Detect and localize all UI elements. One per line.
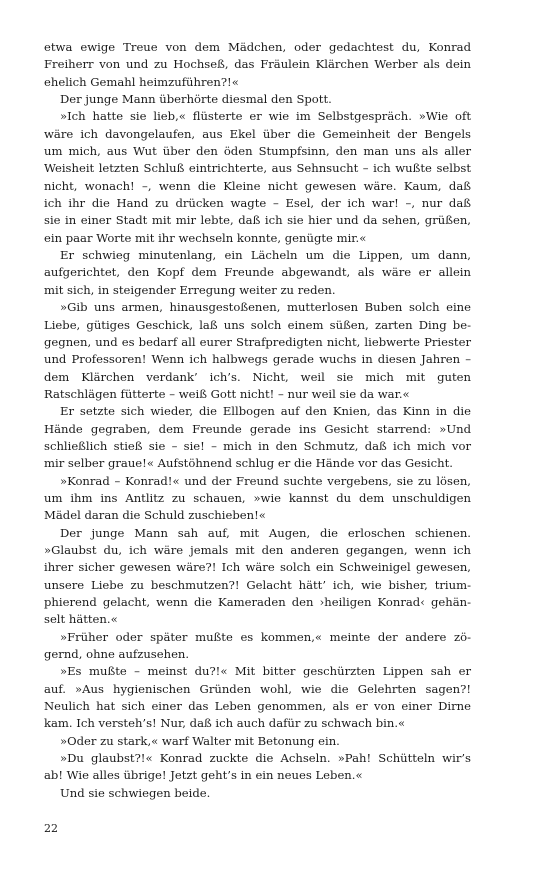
text-line: »Glaubst du, ich wäre jemals mit den anderen gegangen, wenn ich: [44, 542, 471, 557]
text-line: gernd, ohne aufzusehen.: [44, 647, 190, 662]
text-line: Weisheit letzten Schluß eintrichterte, aus Sehnsucht – ich wußte selbst: [44, 161, 471, 176]
text-line: »Du glaubst?!« Konrad zuckte die Achseln. »Pah! Schütteln wir’s: [60, 751, 471, 766]
page-body: [44, 39, 471, 802]
text-line: Er setzte sich wieder, die Ellbogen auf den Knien, das Kinn in die: [60, 404, 471, 419]
text-line: um mich, aus Wut über den öden Stumpfsinn, den man uns als aller: [44, 144, 471, 159]
text-line: unsere Liebe zu beschmutzen?! Gelacht hätt’ ich, wie bisher, trium-: [44, 577, 471, 592]
text-line: Der junge Mann sah auf, mit Augen, die erloschen schienen.: [60, 525, 471, 540]
text-line: dem Klärchen verdank’ ich’s. Nicht, weil sie mich mit guten: [44, 369, 471, 384]
text-line: schließlich stieß sie – sie! – mich in den Schmutz, daß ich mich vor: [44, 438, 471, 453]
text-line: phierend gelacht, wenn die Kameraden den ›heiligen Konrad‹ gehän-: [44, 595, 471, 609]
text-line: ehelich Gemahl heimzuführen?!«: [44, 74, 239, 89]
text-line: »Konrad – Konrad!« und der Freund suchte vergebens, sie zu lösen,: [60, 473, 471, 488]
text-line: wäre ich davongelaufen, aus Ekel über die Gemeinheit der Bengels: [44, 126, 471, 141]
text-line: ein paar Worte mit ihr wechseln konnte, genügte mir.«: [44, 230, 367, 245]
text-line: gegnen, und es bedarf all eurer Strafpredigten nicht, liebwerte Priester: [44, 334, 471, 349]
text-line: Freiherr von und zu Hochseß, das Fräulein Klärchen Werber als dein: [44, 57, 471, 72]
text-line: ab! Wie alles übrige! Jetzt geht’s in ein neues Leben.«: [44, 768, 363, 783]
text-line: »Ich hatte sie lieb,« flüsterte er wie im Selbstgespräch. »Wie oft: [60, 109, 471, 124]
text-line: aufgerichtet, den Kopf dem Freunde abgewandt, als wäre er allein: [44, 265, 471, 280]
text-line: Er schwieg minutenlang, ein Lächeln um die Lippen, um dann,: [60, 248, 471, 263]
text-line: Der junge Mann überhörte diesmal den Spott.: [60, 92, 332, 107]
text-line: Neulich hat sich einer das Leben genommen, als er von einer Dirne: [44, 699, 471, 714]
text-line: »Es mußte – meinst du?!« Mit bitter geschürzten Lippen sah er: [60, 664, 471, 679]
text-line: um ihm ins Antlitz zu schauen, »wie kannst du dem unschuldigen: [44, 490, 471, 505]
text-line: »Oder zu stark,« warf Walter mit Betonung ein.: [60, 733, 340, 748]
text-line: ihrer sicher gewesen wäre?! Ich wäre solch ein Schweinigel gewesen,: [44, 560, 471, 575]
text-line: und Professoren! Wenn ich halbwegs gerade wuchs in diesen Jahren –: [44, 352, 471, 367]
text-line: selt hätten.«: [44, 612, 118, 627]
text-line: etwa ewige Treue von dem Mädchen, oder gedachtest du, Konrad: [44, 40, 471, 54]
text-line: Hände gegraben, dem Freunde gerade ins Gesicht starrend: »Und: [44, 421, 471, 436]
text-line: »Gib uns armen, hinausgestoßenen, mutterlosen Buben solch eine: [60, 300, 471, 315]
text-line: auf. »Aus hygienischen Gründen wohl, wie die Gelehrten sagen?!: [44, 681, 471, 696]
text-line: nicht, wonach! –, wenn die Kleine nicht gewesen wäre. Kaum, daß: [44, 178, 471, 193]
text-line: kam. Ich versteh’s! Nur, daß ich auch dafür zu schwach bin.«: [44, 716, 406, 731]
text-line: Ratschlägen fütterte – weiß Gott nicht! – nur weil sie da war.«: [44, 386, 410, 401]
text-line: Liebe, gütiges Geschick, laß uns solch einem süßen, zarten Ding be-: [44, 317, 471, 332]
text-line: Und sie schwiegen beide.: [60, 785, 211, 800]
text-line: sie in einer Stadt mit mir lebte, daß ich sie hier und da sehen, grüßen,: [44, 213, 471, 228]
text-line: mit sich, in steigender Erregung weiter zu reden.: [44, 282, 336, 297]
text-line: »Früher oder später mußte es kommen,« meinte der andere zö-: [60, 629, 471, 644]
text-line: mir selber graue!« Aufstöhnend schlug er die Hände vor das Gesicht.: [44, 456, 453, 471]
page-number: 22: [44, 822, 58, 835]
text-line: Mädel daran die Schuld zuschieben!«: [44, 508, 266, 523]
text-line: ich ihr die Hand zu drücken wagte – Esel, der ich war! –, nur daß: [44, 196, 471, 211]
